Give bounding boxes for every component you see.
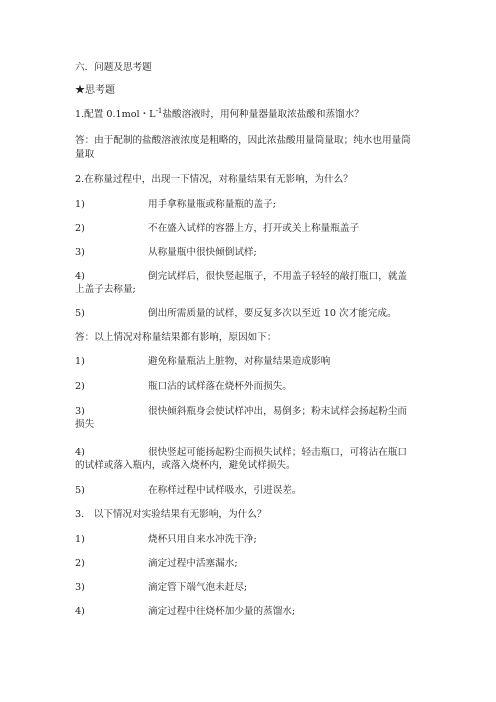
q2-answer-text: 在称样过程中试样吸水，引进误差。 <box>148 485 302 496</box>
q2-answer-num: 3) <box>75 406 85 417</box>
q2-answer-num: 4) <box>75 447 85 458</box>
subheading: ★思考题 <box>75 85 115 96</box>
q2-item-text: 倒出所需质量的试样，要反复多次以至近 10 次才能完成。 <box>148 308 397 319</box>
q2-item-text: 倒完试样后，很快竖起瓶子，不用盖子轻轻的敲打瓶口，就盖 <box>148 271 408 282</box>
q2-answer-text: 瓶口沾的试样落在烧杯外而损失。 <box>148 381 292 392</box>
q2-answer-text: 很快倾斜瓶身会使试样冲出，易倒多；粉末试样会扬起粉尘而 <box>148 406 408 417</box>
q1-answer: 答：由于配制的盐酸溶液浓度是粗略的，因此浓盐酸用量筒量取；纯水也用量筒量取 <box>75 135 411 160</box>
q2-item-num: 5) <box>75 308 85 319</box>
q3-item-text: 滴定过程中活塞漏水; <box>148 558 238 569</box>
q3-item-text: 滴定管下端气泡未赶尽; <box>148 582 248 593</box>
q2-answer-text: 避免称量瓶沾上脏物，对称量结果造成影响 <box>148 356 331 367</box>
q2-item-num: 2) <box>75 223 85 234</box>
q2-answer-text: 很快竖起可能扬起粉尘而损失试样；轻击瓶口，可将沾在瓶口 <box>148 447 408 458</box>
q2-item-num: 1) <box>75 199 85 210</box>
q2-item-num: 3) <box>75 247 85 258</box>
q2-item-text: 不在盛入试样的容器上方，打开或关上称量瓶盖子 <box>148 223 360 234</box>
q2-answer-continuation: 的试样或落入瓶内，或落入烧杯内，避免试样损失。 <box>75 460 296 471</box>
q1-question: 1.配置 0.1mol・$L^{-1}$盐酸溶液时，用何种量器量取浓盐酸和蒸馏水？ <box>75 106 364 120</box>
q2-item-text: 用手拿称量瓶或称量瓶的盖子; <box>148 199 276 210</box>
q2-answer-num: 5) <box>75 485 85 496</box>
q3-item-num: 1) <box>75 534 85 545</box>
q3-item-num: 4) <box>75 606 85 617</box>
q3-item-num: 2) <box>75 558 85 569</box>
q2-item-num: 4) <box>75 271 85 282</box>
q2-answer-continuation: 损失 <box>75 419 95 430</box>
q3-question: 3. 以下情况对实验结果有无影响，为什么？ <box>75 509 267 520</box>
section-heading: 六．问题及思考题 <box>75 62 152 73</box>
q2-answer-num: 2) <box>75 381 85 392</box>
q2-item-continuation: 上盖子去称量; <box>75 284 136 295</box>
q2-answer-num: 1) <box>75 356 85 367</box>
q2-question: 2.在称量过程中，出现一下情况，对称量结果有无影响，为什么？ <box>75 174 353 185</box>
q3-item-text: 滴定过程中往烧杯加少量的蒸馏水; <box>148 606 296 617</box>
q3-item-num: 3) <box>75 582 85 593</box>
q2-answer-intro: 答：以上情况对称量结果都有影响，原因如下： <box>75 332 277 343</box>
q2-item-text: 从称量瓶中很快倾倒试样; <box>148 247 257 258</box>
q3-item-text: 烧杯只用自来水冲洗干净; <box>148 534 257 545</box>
